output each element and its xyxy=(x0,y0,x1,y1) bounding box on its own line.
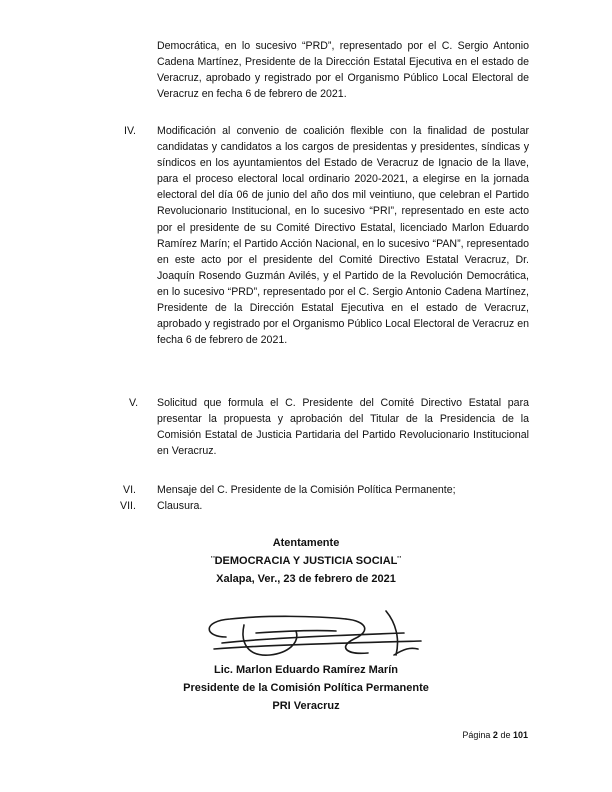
page-number-footer xyxy=(462,730,528,740)
intro-paragraph-text: Democrática, en lo sucesivo “PRD”, representado por el C. Sergio Antonio Cadena Martínez, Presidente de la Dirección Estatal Ejecutiva en el estado de Veracruz, aprobado y registrado por el Organismo Público Local Electoral de Veracruz en fecha 6 de febrero de 2021. xyxy=(157,40,529,101)
item-vii-text: Clausura. xyxy=(157,500,203,512)
item-iv-text: Modificación al convenio de coalición flexible con la finalidad de postular candidatas y candidatos a los cargos de presidentas y presidentes, síndicas y síndicos en los ayuntamientos del Estado de Veracruz de Ignacio de la llave, para el proceso electoral local ordinario 2020-2021, a elegirse en la jornada electoral del día 06 de junio del año dos mil veintiuno, que celebran el Partido Revolucionario Institucional, en lo sucesivo “PRI”, representado en este acto por el presidente de su Comité Directivo Estatal, licenciado Marlon Eduardo Ramírez Marín; el Partido Acción Nacional, en lo sucesivo “PAN”, representado en este acto por el presidente del Comité Directivo Estatal Veracruz, Dr. Joaquín Rosendo Guzmán Avilés, y el Partido de la Revolución Democrática, en lo sucesivo “PRD”, representado por el C. Sergio Antonio Cadena Martínez, Presidente de la Dirección Estatal Ejecutiva en el estado de Veracruz, aprobado y registrado por el Organismo Público Local Electoral de Veracruz en fecha 6 de febrero de 2021. xyxy=(157,125,529,347)
intro-paragraph xyxy=(157,38,529,102)
item-number-vi: VI. xyxy=(123,484,136,496)
page-current: 2 xyxy=(492,730,498,740)
item-v-text: Solicitud que formula el C. Presidente del Comité Directivo Estatal para presentar la propuesta y aprobación del Titular de la Presidencia de la Comisión Estatal de Justicia Partidaria del Partido Revolucionario Institucional en Veracruz. xyxy=(157,397,529,458)
handwritten-signature xyxy=(196,603,428,667)
item-v-paragraph xyxy=(157,395,529,459)
page-total: 101 xyxy=(512,730,528,740)
closing-place-date: Xalapa, Ver., 23 de febrero de 2021 xyxy=(216,573,396,585)
item-number-v: V. xyxy=(129,397,139,409)
signer-title: Presidente de la Comisión Política Permanente xyxy=(183,682,429,694)
signer-name: Lic. Marlon Eduardo Ramírez Marín xyxy=(214,664,398,676)
item-vi-text: Mensaje del C. Presidente de la Comisión Política Permanente; xyxy=(157,484,456,496)
closing-regards: Atentamente xyxy=(272,537,340,549)
signer-organization: PRI Veracruz xyxy=(272,700,340,712)
page-of: de xyxy=(500,730,511,740)
item-iv-paragraph xyxy=(157,123,529,348)
item-number-iv: IV. xyxy=(124,125,136,137)
item-number-vii: VII. xyxy=(120,500,136,512)
closing-motto: ¨DEMOCRACIA Y JUSTICIA SOCIAL¨ xyxy=(210,555,402,567)
page-label: Página xyxy=(462,730,491,740)
